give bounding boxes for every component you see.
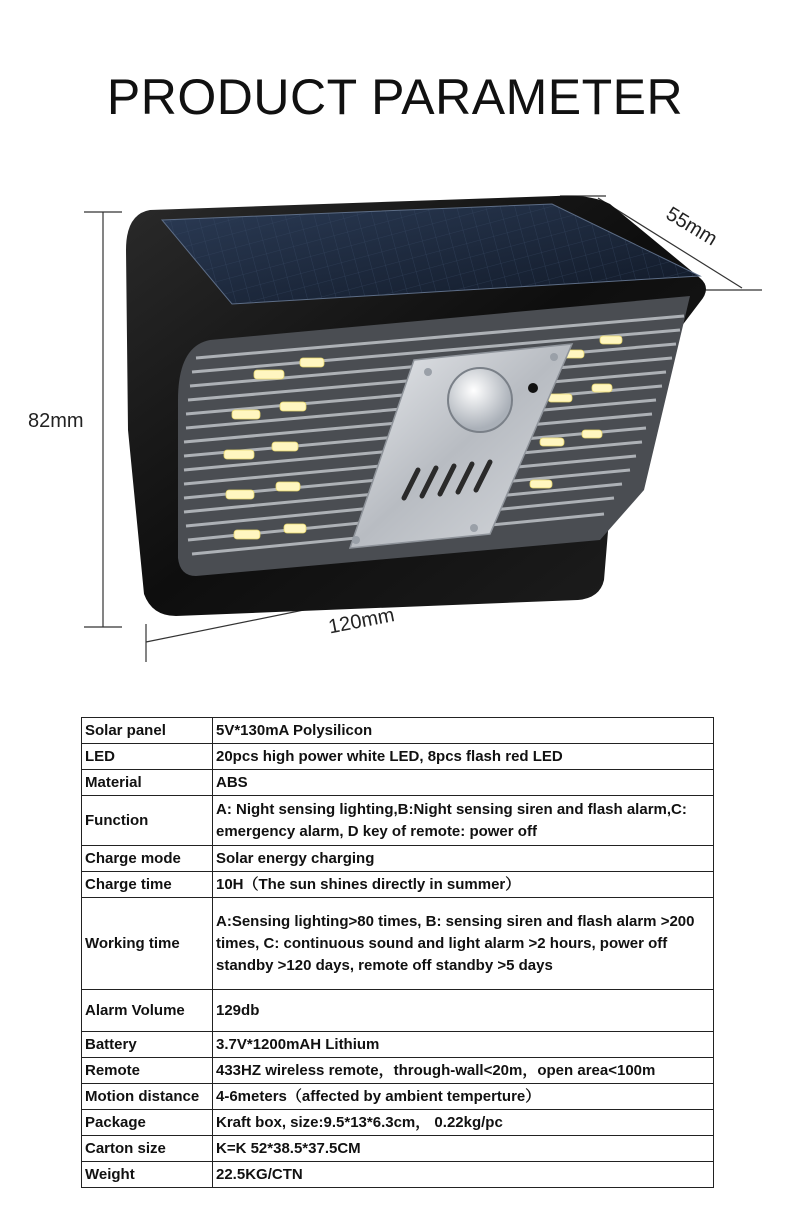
parameter-label: Material	[82, 770, 213, 796]
table-row	[82, 1136, 714, 1162]
plate-screw	[550, 353, 558, 361]
page-title: PRODUCT PARAMETER	[106, 69, 684, 125]
parameter-value: Kraft box, size:9.5*13*6.3cm， 0.22kg/pc	[213, 1110, 714, 1136]
depth-dimension-label: 55mm	[662, 202, 721, 251]
parameter-label: Battery	[82, 1032, 213, 1058]
parameter-value: 5V*130mA Polysilicon	[213, 718, 714, 744]
table-row	[82, 718, 714, 744]
table-row	[82, 1110, 714, 1136]
parameter-label: LED	[82, 744, 213, 770]
height-dimension-label: 82mm	[28, 410, 84, 432]
parameter-value: 433HZ wireless remote，through-wall<20m，open area<100m	[213, 1058, 714, 1084]
parameter-value: 129db	[213, 990, 714, 1032]
parameter-table	[81, 717, 714, 1188]
plate-screw	[352, 536, 360, 544]
parameter-label: Alarm Volume	[82, 990, 213, 1032]
parameter-label: Function	[82, 796, 213, 846]
parameter-value: 10H（The sun shines directly in summer）	[213, 872, 714, 898]
product-figure	[0, 180, 790, 670]
table-row	[82, 898, 714, 990]
parameter-label: Package	[82, 1110, 213, 1136]
table-row	[82, 846, 714, 872]
motion-sensor-lens	[448, 368, 512, 432]
parameter-value: 22.5KG/CTN	[213, 1162, 714, 1188]
parameter-label: Carton size	[82, 1136, 213, 1162]
table-row	[82, 796, 714, 846]
table-row	[82, 1084, 714, 1110]
parameter-value: 20pcs high power white LED, 8pcs flash red LED	[213, 744, 714, 770]
table-row	[82, 872, 714, 898]
plate-screw	[424, 368, 432, 376]
parameter-value: ABS	[213, 770, 714, 796]
parameter-value: A: Night sensing lighting,B:Night sensing siren and flash alarm,C: emergency alarm, D key of remote: power off	[213, 796, 714, 846]
parameter-value: 3.7V*1200mAH Lithium	[213, 1032, 714, 1058]
parameter-label: Motion distance	[82, 1084, 213, 1110]
table-row	[82, 990, 714, 1032]
table-row	[82, 770, 714, 796]
parameter-value: K=K 52*38.5*37.5CM	[213, 1136, 714, 1162]
light-sensor	[528, 383, 538, 393]
table-row	[82, 1162, 714, 1188]
parameter-value: A:Sensing lighting>80 times, B: sensing siren and flash alarm >200 times, C: continuous sound and light alarm >2 hours, power off standby >120 days, remote off standby >5 days	[213, 898, 714, 990]
parameter-label: Working time	[82, 898, 213, 990]
parameter-label: Solar panel	[82, 718, 213, 744]
parameter-label: Remote	[82, 1058, 213, 1084]
table-row	[82, 1032, 714, 1058]
table-row	[82, 744, 714, 770]
parameter-label: Charge time	[82, 872, 213, 898]
plate-screw	[470, 524, 478, 532]
parameter-label: Weight	[82, 1162, 213, 1188]
parameter-value: 4-6meters（affected by ambient temperture）	[213, 1084, 714, 1110]
parameter-label: Charge mode	[82, 846, 213, 872]
table-row	[82, 1058, 714, 1084]
parameter-value: Solar energy charging	[213, 846, 714, 872]
width-dimension-label: 120mm	[326, 604, 397, 639]
